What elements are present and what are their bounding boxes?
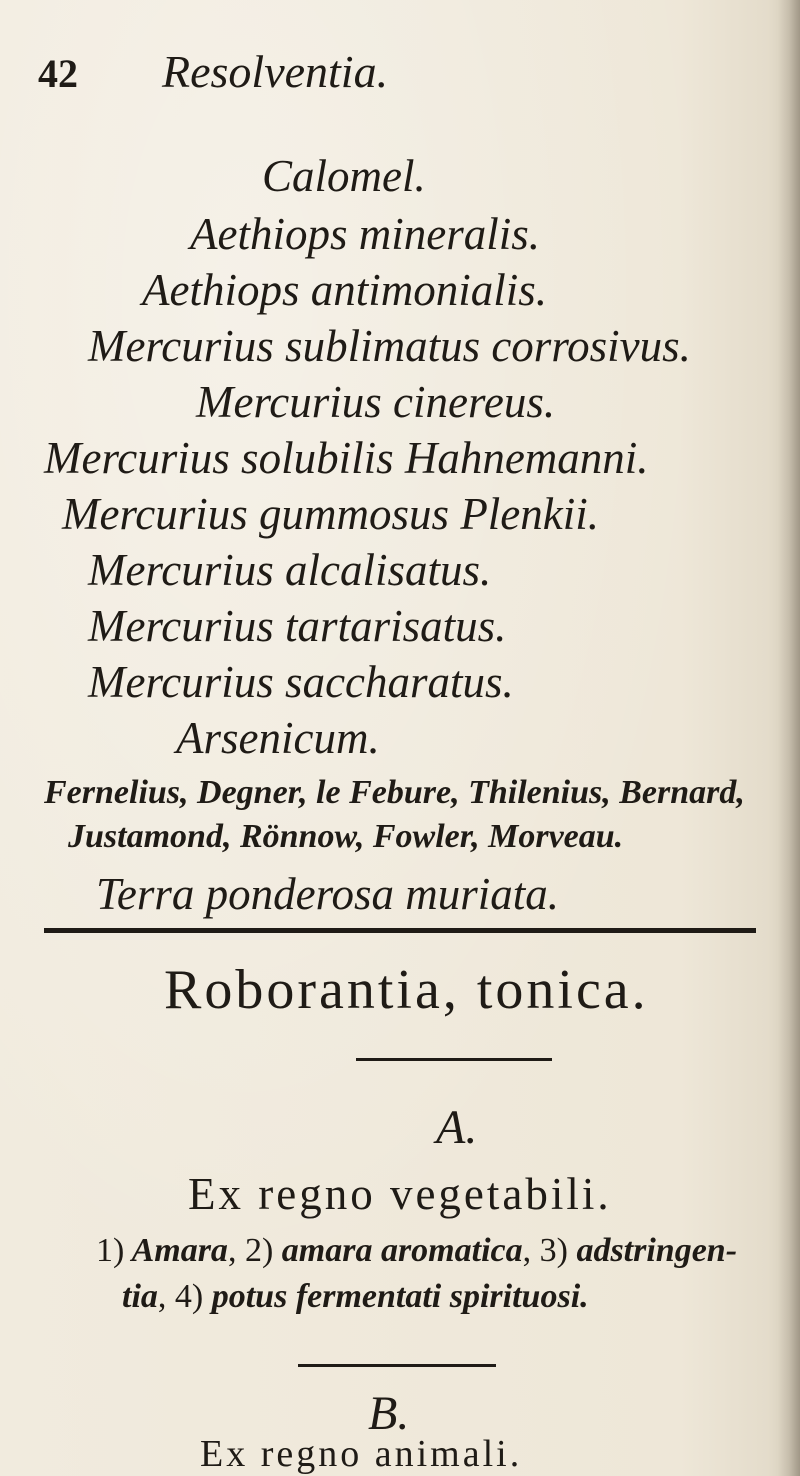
remedy-item: Aethiops mineralis. [190,209,540,259]
list-line: tia, 4) potus fermentati spirituosi. [122,1278,589,1315]
list-text: amara aromatica [281,1232,523,1269]
subsection-letter-a: A. [436,1101,478,1154]
title-underline [356,1058,552,1061]
list-text: potus fermentati spirituosi. [211,1278,589,1315]
author-names-line: Fernelius, Degner, le Febure, Thilenius, Bernard, [44,774,745,811]
remedy-item: Calomel. [262,151,426,201]
remedy-item: Terra ponderosa muriata. [96,869,559,919]
subsection-heading: Ex regno vegetabili. [188,1169,612,1219]
running-head: Resolventia. [162,46,389,97]
list-text: tia [122,1278,158,1315]
remedy-item: Mercurius gummosus Plenkii. [62,489,600,539]
remedy-item: Arsenicum. [176,713,380,763]
remedy-item: Mercurius saccharatus. [88,657,514,707]
remedy-item: Mercurius cinereus. [196,377,556,427]
list-text: adstringen- [576,1232,738,1269]
list-line: 1) Amara, 2) amara aromatica, 3) adstringen- [96,1232,738,1269]
list-number: 4) [174,1278,204,1315]
remedy-item: Mercurius tartarisatus. [88,601,507,651]
remedy-item: Mercurius alcalisatus. [88,545,492,595]
page-number: 42 [38,51,78,96]
list-number: 1) [96,1232,125,1269]
remedy-item: Mercurius sublimatus corrosivus. [88,321,691,371]
subsection-heading: Ex regno animali. [200,1433,523,1475]
section-divider [44,928,756,933]
subsection-letter-b: B. [368,1387,410,1440]
remedy-item: Aethiops antimonialis. [142,265,547,315]
section-title: Roborantia, tonica. [164,959,649,1021]
subsection-divider [298,1364,496,1367]
list-text: Amara [131,1232,228,1269]
remedy-item: Mercurius solubilis Hahnemanni. [44,433,649,483]
list-number: 2) [244,1232,274,1269]
list-number: 3) [539,1232,568,1269]
author-names-line: Justamond, Rönnow, Fowler, Morveau. [68,818,624,855]
page-edge-shadow [778,0,800,1476]
